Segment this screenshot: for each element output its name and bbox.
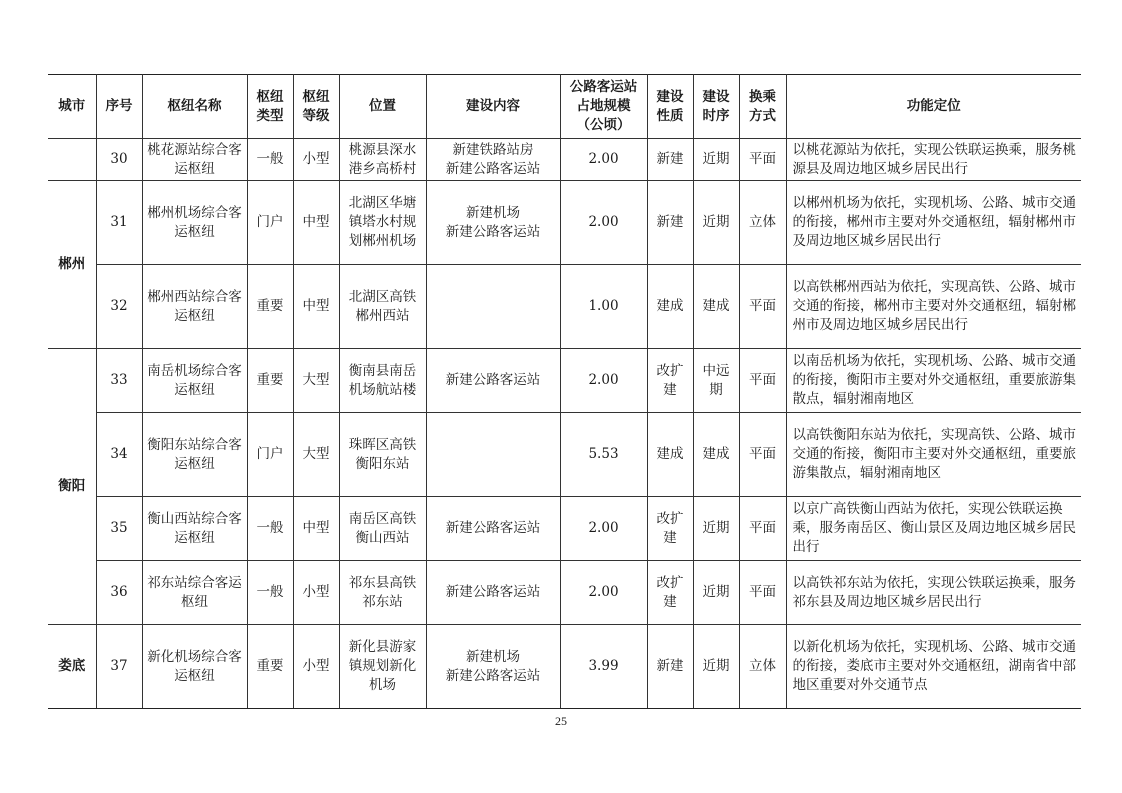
cell-timing: 近期 (693, 181, 739, 265)
cell-content (426, 265, 560, 349)
cell-transfer: 立体 (739, 625, 786, 709)
cell-nature: 新建 (647, 139, 693, 181)
cell-area: 2.00 (560, 181, 647, 265)
cell-name: 衡阳东站综合客运枢纽 (142, 413, 247, 497)
cell-function: 以新化机场为依托，实现机场、公路、城市交通的衔接，娄底市主要对外交通枢纽，湖南省中部地区重要对外交通节点 (786, 625, 1081, 709)
cell-location: 北湖区高铁郴州西站 (339, 265, 426, 349)
cell-area: 2.00 (560, 139, 647, 181)
hub-table (48, 74, 1081, 709)
table-row (48, 181, 1081, 265)
table-header-row (48, 75, 1081, 139)
cell-name: 衡山西站综合客运枢纽 (142, 497, 247, 561)
header-no: 序号 (96, 75, 142, 139)
cell-grade: 大型 (293, 349, 339, 413)
hub-table-container (48, 74, 1081, 709)
cell-grade: 大型 (293, 413, 339, 497)
cell-type: 门户 (247, 181, 293, 265)
cell-no: 36 (96, 561, 142, 625)
cell-no: 34 (96, 413, 142, 497)
cell-grade: 中型 (293, 181, 339, 265)
cell-name: 南岳机场综合客运枢纽 (142, 349, 247, 413)
cell-type: 一般 (247, 561, 293, 625)
cell-grade: 中型 (293, 497, 339, 561)
cell-function: 以京广高铁衡山西站为依托，实现公铁联运换乘，服务南岳区、衡山景区及周边地区城乡居民出行 (786, 497, 1081, 561)
cell-area: 2.00 (560, 497, 647, 561)
cell-location: 衡南县南岳机场航站楼 (339, 349, 426, 413)
cell-grade: 小型 (293, 625, 339, 709)
cell-type: 重要 (247, 265, 293, 349)
cell-area: 2.00 (560, 561, 647, 625)
cell-no: 37 (96, 625, 142, 709)
city-cell: 郴州 (48, 181, 96, 349)
cell-transfer: 平面 (739, 561, 786, 625)
cell-function: 以桃花源站为依托，实现公铁联运换乘，服务桃源县及周边地区城乡居民出行 (786, 139, 1081, 181)
cell-area: 2.00 (560, 349, 647, 413)
header-content: 建设内容 (426, 75, 560, 139)
cell-function: 以高铁郴州西站为依托，实现高铁、公路、城市交通的衔接，郴州市主要对外交通枢纽，辐射郴州市及周边地区城乡居民出行 (786, 265, 1081, 349)
header-type: 枢纽类型 (247, 75, 293, 139)
cell-content: 新建铁路站房 新建公路客运站 (426, 139, 560, 181)
cell-no: 31 (96, 181, 142, 265)
cell-location: 祁东县高铁祁东站 (339, 561, 426, 625)
cell-name: 祁东站综合客运枢纽 (142, 561, 247, 625)
cell-location: 北湖区华塘镇塔水村规划郴州机场 (339, 181, 426, 265)
cell-nature: 改扩建 (647, 561, 693, 625)
cell-content: 新建公路客运站 (426, 561, 560, 625)
cell-name: 郴州机场综合客运枢纽 (142, 181, 247, 265)
cell-name: 郴州西站综合客运枢纽 (142, 265, 247, 349)
cell-timing: 建成 (693, 265, 739, 349)
cell-function: 以郴州机场为依托，实现机场、公路、城市交通的衔接，郴州市主要对外交通枢纽，辐射郴州市及周边地区城乡居民出行 (786, 181, 1081, 265)
cell-grade: 小型 (293, 561, 339, 625)
cell-content: 新建机场 新建公路客运站 (426, 181, 560, 265)
cell-no: 35 (96, 497, 142, 561)
cell-name: 新化机场综合客运枢纽 (142, 625, 247, 709)
cell-transfer: 立体 (739, 181, 786, 265)
cell-nature: 改扩建 (647, 497, 693, 561)
cell-function: 以高铁衡阳东站为依托，实现高铁、公路、城市交通的衔接，衡阳市主要对外交通枢纽，重要旅游集散点，辐射湘南地区 (786, 413, 1081, 497)
cell-no: 32 (96, 265, 142, 349)
cell-no: 33 (96, 349, 142, 413)
table-row (48, 265, 1081, 349)
table-row (48, 349, 1081, 413)
cell-nature: 建成 (647, 265, 693, 349)
cell-grade: 小型 (293, 139, 339, 181)
cell-type: 一般 (247, 497, 293, 561)
cell-function: 以高铁祁东站为依托，实现公铁联运换乘，服务祁东县及周边地区城乡居民出行 (786, 561, 1081, 625)
cell-timing: 近期 (693, 139, 739, 181)
cell-timing: 近期 (693, 497, 739, 561)
city-cell: 娄底 (48, 625, 96, 709)
cell-content: 新建机场 新建公路客运站 (426, 625, 560, 709)
header-grade: 枢纽等级 (293, 75, 339, 139)
cell-timing: 中远期 (693, 349, 739, 413)
table-row (48, 497, 1081, 561)
header-city: 城市 (48, 75, 96, 139)
header-area: 公路客运站占地规模（公顷） (560, 75, 647, 139)
cell-location: 珠晖区高铁衡阳东站 (339, 413, 426, 497)
cell-timing: 近期 (693, 625, 739, 709)
cell-type: 重要 (247, 349, 293, 413)
cell-transfer: 平面 (739, 497, 786, 561)
cell-nature: 建成 (647, 413, 693, 497)
table-row (48, 413, 1081, 497)
cell-transfer: 平面 (739, 139, 786, 181)
cell-area: 1.00 (560, 265, 647, 349)
cell-type: 一般 (247, 139, 293, 181)
cell-content: 新建公路客运站 (426, 349, 560, 413)
cell-nature: 新建 (647, 181, 693, 265)
cell-timing: 近期 (693, 561, 739, 625)
table-row (48, 561, 1081, 625)
city-cell: 衡阳 (48, 349, 96, 625)
table-row (48, 625, 1081, 709)
header-location: 位置 (339, 75, 426, 139)
cell-nature: 新建 (647, 625, 693, 709)
cell-transfer: 平面 (739, 265, 786, 349)
cell-location: 南岳区高铁衡山西站 (339, 497, 426, 561)
table-row (48, 139, 1081, 181)
cell-area: 5.53 (560, 413, 647, 497)
cell-name: 桃花源站综合客运枢纽 (142, 139, 247, 181)
header-name: 枢纽名称 (142, 75, 247, 139)
cell-location: 桃源县深水港乡高桥村 (339, 139, 426, 181)
cell-content: 新建公路客运站 (426, 497, 560, 561)
page-number: 25 (555, 714, 567, 728)
cell-function: 以南岳机场为依托，实现机场、公路、城市交通的衔接，衡阳市主要对外交通枢纽，重要旅游集散点，辐射湘南地区 (786, 349, 1081, 413)
cell-type: 重要 (247, 625, 293, 709)
header-transfer: 换乘方式 (739, 75, 786, 139)
cell-type: 门户 (247, 413, 293, 497)
cell-grade: 中型 (293, 265, 339, 349)
cell-nature: 改扩建 (647, 349, 693, 413)
cell-transfer: 平面 (739, 413, 786, 497)
cell-area: 3.99 (560, 625, 647, 709)
cell-timing: 建成 (693, 413, 739, 497)
city-cell (48, 139, 96, 181)
cell-no: 30 (96, 139, 142, 181)
header-nature: 建设性质 (647, 75, 693, 139)
cell-transfer: 平面 (739, 349, 786, 413)
header-function: 功能定位 (786, 75, 1081, 139)
cell-location: 新化县游家镇规划新化机场 (339, 625, 426, 709)
cell-content (426, 413, 560, 497)
header-timing: 建设时序 (693, 75, 739, 139)
